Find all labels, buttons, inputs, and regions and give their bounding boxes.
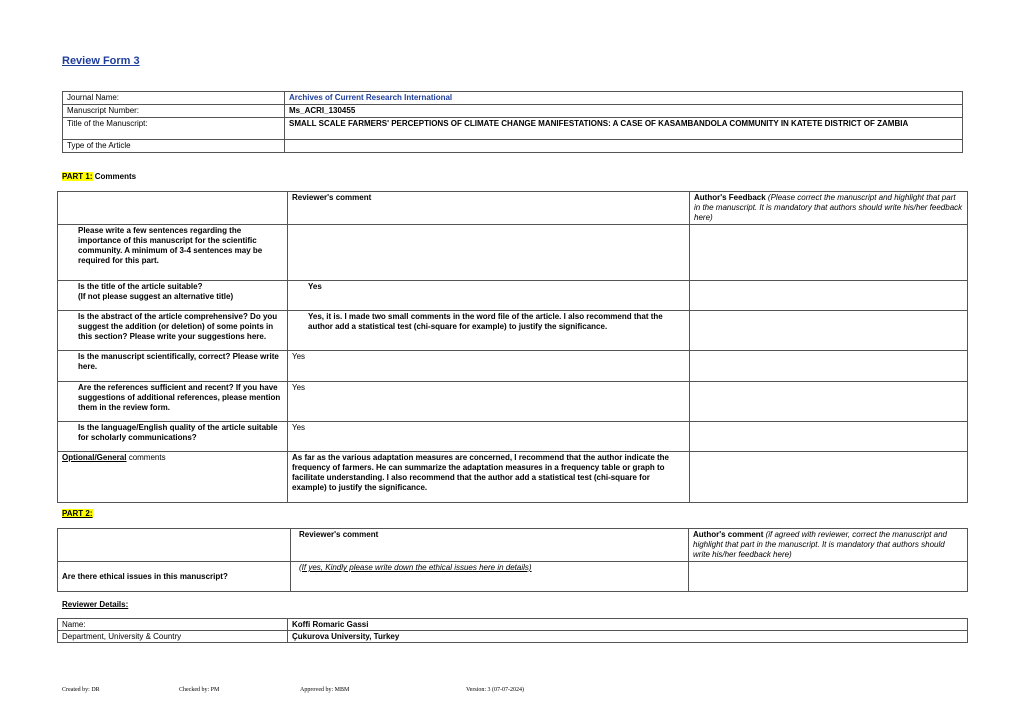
reviewer-comment-references[interactable]: Yes (288, 382, 690, 422)
article-type-label: Type of the Article (63, 140, 285, 153)
reviewer-department-label: Department, University & Country (58, 631, 288, 643)
manuscript-title-value: SMALL SCALE FARMERS' PERCEPTIONS OF CLIMATE CHANGE MANIFESTATIONS: A CASE OF KASAMBANDOLA COMMUNITY IN KATETE DISTRICT OF ZAMBIA (285, 118, 963, 140)
article-type-value (285, 140, 963, 153)
part2-ethics-table (57, 528, 968, 592)
question-importance: Please write a few sentences regarding the importance of this manuscript for the scientific community. A minimum of 3-4 sentences may be required for this part. (58, 225, 288, 281)
journal-name-label: Journal Name: (63, 92, 285, 105)
author-feedback-abstract[interactable] (690, 311, 968, 351)
reviewer-comment-ethics[interactable]: (If yes, Kindly please write down the ethical issues here in details) (291, 562, 689, 592)
question-title: Is the title of the article suitable? (If not please suggest an alternative title) (58, 281, 288, 311)
manuscript-number-label: Manuscript Number: (63, 105, 285, 118)
manuscript-number-value: Ms_ACRI_130455 (285, 105, 963, 118)
part1-reviewer-header: Reviewer's comment (288, 192, 690, 225)
reviewer-comment-importance[interactable] (288, 225, 690, 281)
manuscript-title-label: Title of the Manuscript: (63, 118, 285, 140)
reviewer-details-heading: Reviewer Details: (62, 600, 129, 609)
author-feedback-references[interactable] (690, 382, 968, 422)
author-feedback-title[interactable] (690, 281, 968, 311)
part1-heading-rest: Comments (92, 172, 137, 181)
footer-approved: Approved by: MBM (300, 687, 350, 693)
part1-author-header: Author's Feedback (Please correct the manuscript and highlight that part in the manuscript. It is mandatory that authors should write his/her feedback here) (690, 192, 968, 225)
author-feedback-language[interactable] (690, 422, 968, 452)
reviewer-name-label: Name: (58, 619, 288, 631)
author-feedback-optional[interactable] (690, 452, 968, 503)
journal-info-table (62, 91, 963, 153)
journal-name-value: Archives of Current Research International (285, 92, 963, 105)
part2-heading (62, 509, 93, 518)
reviewer-optional-comment[interactable]: As far as the various adaptation measures are concerned, I recommend that the author indicate the frequency of farmers. He can summarize the adaptation measures in a frequency table or graph to facilitate understanding. I also recommend that the author add a statistical test (chi-square for example) to justify the significance. (288, 452, 690, 503)
reviewer-department-value: Çukurova University, Turkey (288, 631, 968, 643)
part2-author-header: Author's comment (if agreed with reviewer, correct the manuscript and highlight that part in the manuscript. It is mandatory that authors should write his/her feedback here) (689, 529, 968, 562)
question-references: Are the references sufficient and recent? If you have suggestions of additional references, please mention them in the review form. (58, 382, 288, 422)
optional-comments-label: Optional/General comments (58, 452, 288, 503)
reviewer-comment-abstract[interactable]: Yes, it is. I made two small comments in the word file of the article. I also recommend that the author add a statistical test (chi-square for example) to justify the significance. (288, 311, 690, 351)
part1-heading-part: PART 1: (62, 172, 93, 181)
part2-heading-part: PART 2: (62, 509, 93, 518)
question-ethics: Are there ethical issues in this manuscript? (58, 562, 291, 592)
author-feedback-scientific[interactable] (690, 351, 968, 382)
question-language: Is the language/English quality of the article suitable for scholarly communications? (58, 422, 288, 452)
reviewer-details-table (57, 618, 968, 643)
footer-checked: Checked by: PM (179, 687, 220, 693)
form-title: Review Form 3 (62, 55, 140, 67)
part1-empty-header (58, 192, 288, 225)
author-comment-ethics[interactable] (689, 562, 968, 592)
part2-empty-header (58, 529, 291, 562)
part2-reviewer-header: Reviewer's comment (291, 529, 689, 562)
footer-created: Created by: DR (62, 687, 100, 693)
part1-comments-table (57, 191, 968, 503)
footer-version: Version: 3 (07-07-2024) (466, 687, 524, 693)
reviewer-name-value: Koffi Romaric Gassi (288, 619, 968, 631)
author-feedback-importance[interactable] (690, 225, 968, 281)
reviewer-comment-title[interactable]: Yes (288, 281, 690, 311)
question-scientific: Is the manuscript scientifically, correct? Please write here. (58, 351, 288, 382)
question-abstract: Is the abstract of the article comprehensive? Do you suggest the addition (or deletion) of some points in this section? Please write your suggestions here. (58, 311, 288, 351)
reviewer-comment-language[interactable]: Yes (288, 422, 690, 452)
part1-heading (62, 172, 136, 181)
reviewer-comment-scientific[interactable]: Yes (288, 351, 690, 382)
